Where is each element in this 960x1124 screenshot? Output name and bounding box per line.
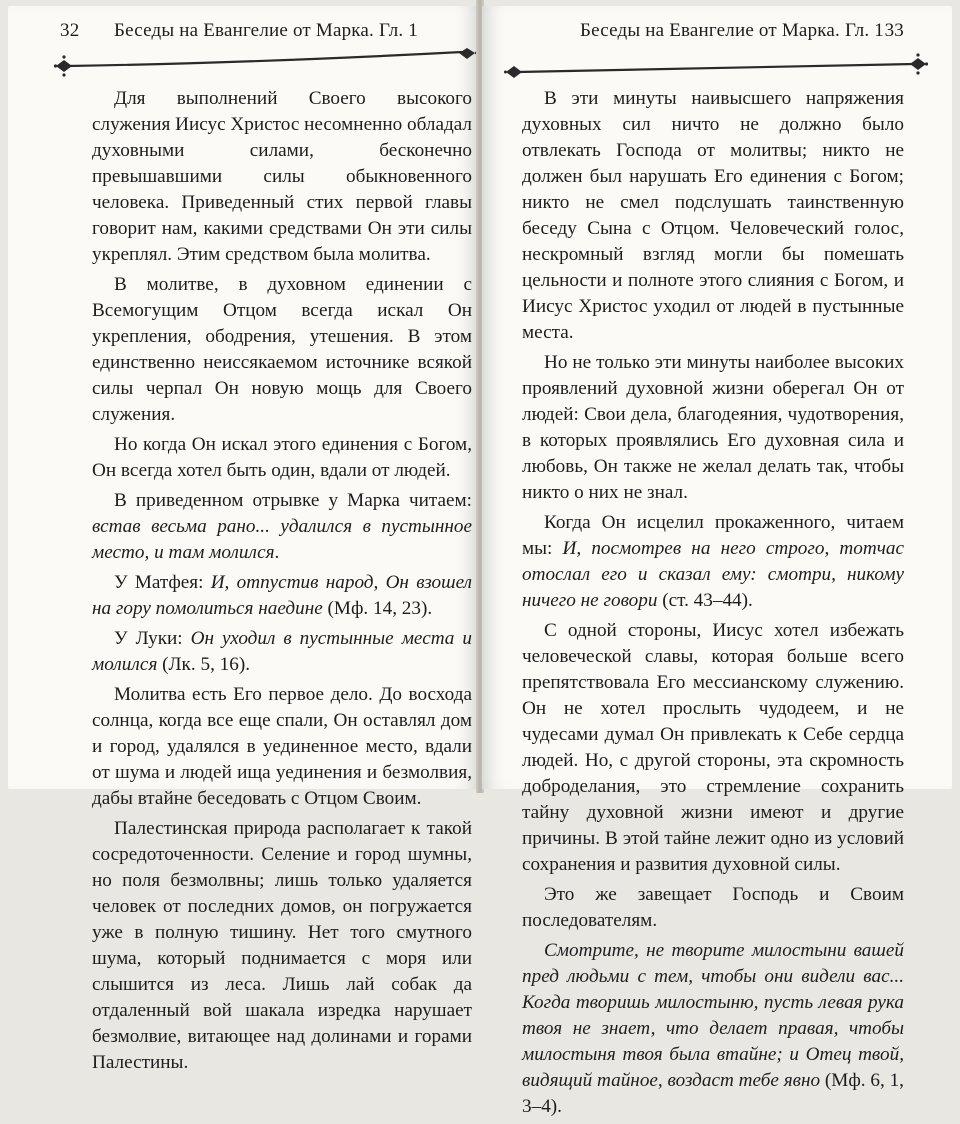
- scripture-quote: Он уходил в пустынные места и молился: [92, 628, 472, 675]
- right-page: [482, 6, 952, 1117]
- citation-reference: (ст. 43–44).: [657, 590, 753, 611]
- paragraph-lead-text: Когда Он исцелил прокаженного, читаем мы:: [522, 512, 904, 559]
- fleuron-icon: [54, 55, 72, 76]
- scripture-quote: И, посмотрев на него строго, тотчас отослал его и сказал ему: смотри, никому ничего не говори: [522, 538, 904, 611]
- left-page: [8, 6, 478, 1073]
- paragraph: В эти минуты наивысшего напряжения духовных сил ничто не должно было отвлекать Господа от молитвы; никто не должен был нарушать Его единения с Богом; никто не смел подслушать таинственную беседу Сына с Отцом. Человеческий голос, нескромный взгляд могли бы помешать цельности и полноте этого слияния с Богом, и Иисус Христос уходил от людей в пустынные места.: [522, 88, 904, 343]
- left-page-header: [60, 14, 418, 42]
- page-number: 33: [884, 20, 904, 41]
- paragraph: Но когда Он искал этого единения с Богом, Он всегда хотел быть один, вдали от людей.: [92, 434, 472, 481]
- citation-reference: .: [274, 542, 280, 563]
- paragraph-lead-text: В приведенном отрывке у Марка читаем:: [114, 490, 472, 511]
- paragraph-lead-text: У Луки:: [114, 628, 191, 649]
- paragraph: [522, 938, 904, 1120]
- paragraph: Молитва есть Его первое дело. До восхода солнца, когда все еще спали, Он оставлял дом и город, удалялся в уединенное место, вдали от шума и людей ища уединения и безмолвия, дабы втайне беседовать с Отцом Своим.: [92, 684, 472, 809]
- left-page-text: [92, 86, 472, 1080]
- paragraph: Но не только эти минуты наиболее высоких проявлений духовной жизни оберегал Он от людей: Свои дела, благодеяния, чудотворения, в которых проявлялись Его духовная сила и любовь, Он также не желал делать так, чтобы никто о них не знал.: [522, 352, 904, 503]
- scripture-quote: встав весьма рано... удалился в пустынное место, и там молился: [92, 516, 472, 563]
- paragraph: С одной стороны, Иисус хотел избежать человеческой славы, которая больше всего препятствовала Его мессианскому служению. Он не хотел прослыть чудодеем, и не чудесами думал Он привлекать к Себе сердца людей. Но, с другой стороны, эта скромность доброделания, это стремление сохранить тайну духовной жизни имеют и другие причины. В этой тайне лежит одно из условий сохранения и развития духовной силы.: [522, 620, 904, 875]
- page-number: 32: [60, 20, 80, 41]
- paragraph: В молитве, в духовном единении с Всемогущим Отцом всегда искал Он укрепления, ободрения, утешения. В этом единственно неиссякаемом источнике всякой силы черпал Он новую мощь для Своего служения.: [92, 274, 472, 425]
- scripture-quote: И, отпустив народ, Он взошел на гору помолиться наедине: [92, 572, 473, 619]
- fleuron-icon: [910, 53, 928, 74]
- paragraph: Палестинская природа располагает к такой сосредоточенности. Селение и город шумны, но поля безмолвны; лишь только удаляется человек от последних домов, он погружается уже в полную тишину. Нет того смутного шума, который поднимается с моря или слышится из леса. Лишь лай собак да отдаленный вой шакала изредка нарушает безмолвие, витающее над долинами и горами Палестины.: [92, 818, 472, 1073]
- right-page-text: [522, 86, 904, 1124]
- running-title: Беседы на Евангелие от Марка. Гл. 1: [114, 20, 418, 41]
- citation-reference: (Лк. 5, 16).: [157, 654, 251, 675]
- ornamental-rule: [54, 50, 479, 80]
- right-page-header: [580, 14, 904, 42]
- citation-reference: (Мф. 6, 1, 3–4).: [522, 1070, 904, 1117]
- ornamental-rule: [504, 50, 928, 80]
- paragraph: Это же завещает Господь и Своим последователям.: [522, 884, 904, 931]
- scripture-quote: Смотрите, не творите милостыни вашей пред людьми с тем, чтобы они видели вас... Когда творишь милостыню, пусть левая рука твоя не знает, что делает правая, чтобы милостыня твоя была втайне; и Отец твой, видящий тайное, воздаст тебе явно: [522, 940, 904, 1091]
- paragraph-lead-text: У Матфея:: [114, 572, 211, 593]
- running-title: Беседы на Евангелие от Марка. Гл. 1: [580, 20, 884, 41]
- citation-reference: (Мф. 14, 23).: [322, 598, 433, 619]
- fleuron-icon: [504, 66, 522, 78]
- paragraph: [92, 488, 472, 566]
- paragraph: [92, 570, 472, 622]
- paragraph: [92, 626, 472, 678]
- paragraph: [522, 510, 904, 614]
- paragraph: Для выполнений Своего высокого служения Иисус Христос несомненно обладал духовными силами, бесконечно превышавшими силы обыкновенного человека. Приведенный стих первой главы говорит нам, какими средствами Он эти силы укреплял. Этим средством была молитва.: [92, 88, 473, 265]
